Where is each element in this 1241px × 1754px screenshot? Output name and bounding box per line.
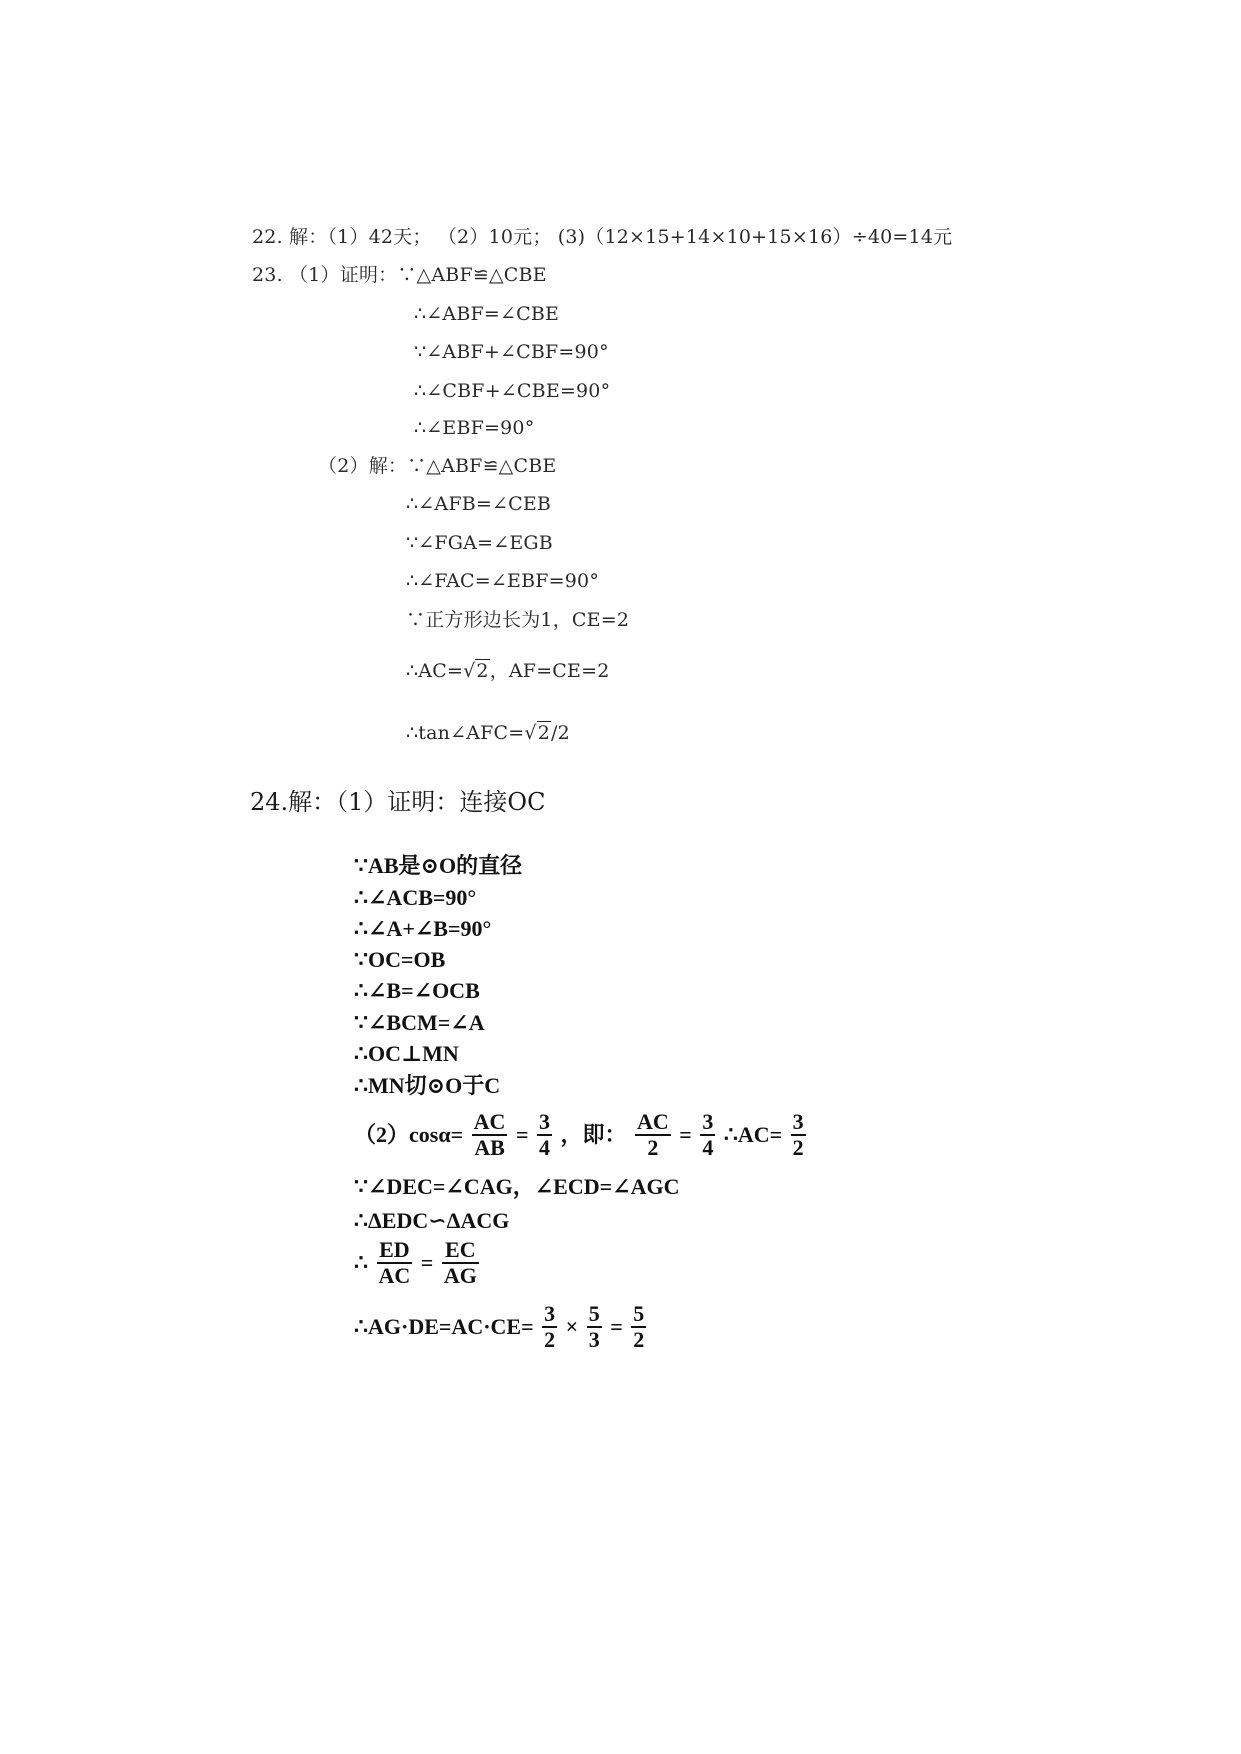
q24-p1-line: ∴MN切⊙O于C <box>354 1073 501 1098</box>
sqrt-symbol: √2 <box>524 722 550 744</box>
fraction <box>542 1302 557 1352</box>
equals-sign: = <box>610 1314 623 1340</box>
fraction <box>587 1302 602 1352</box>
denominator: 3 <box>588 1327 600 1353</box>
tan-prefix: ∴tan∠AFC= <box>406 722 525 744</box>
final-prefix: ∴AG·DE=AC·CE= <box>354 1314 534 1340</box>
denominator: 2 <box>647 1135 659 1161</box>
denominator: AB <box>474 1135 505 1161</box>
tan-suffix: /2 <box>550 722 570 744</box>
q24-p1-line: ∴OC⊥MN <box>354 1041 459 1066</box>
q24-head: 24.解：（1）证明：连接OC <box>250 788 546 816</box>
numerator: 5 <box>587 1302 602 1328</box>
numerator: 3 <box>537 1110 552 1136</box>
q23-p2-head: （2）解：∵△ABF≌△CBE <box>318 455 557 477</box>
equals-sign: = <box>515 1122 529 1148</box>
q24-p1-line: ∵OC=OB <box>354 947 446 972</box>
q22-line: 22. 解：（1）42天； （2）10元； (3)（12×15+14×10+15×16）÷40=14元 <box>252 226 953 248</box>
q23-p2-line: ∴∠FAC=∠EBF=90° <box>406 570 600 592</box>
denominator: AC <box>378 1263 411 1289</box>
q23-p2-line: ∵∠FGA=∠EGB <box>406 532 553 554</box>
q24-cos-line <box>354 1110 809 1160</box>
q24-p1-line: ∴∠B=∠OCB <box>354 978 480 1003</box>
fraction <box>635 1110 671 1160</box>
q23-head: 23. （1）证明：∵△ABF≌△CBE <box>252 264 547 286</box>
ac-radicand: 2 <box>476 660 489 682</box>
q24-p1-line: ∵AB是⊙O的直径 <box>354 853 523 878</box>
fraction <box>377 1238 413 1288</box>
equals-sign: = <box>679 1122 692 1148</box>
numerator: AC <box>635 1110 671 1136</box>
times-sign: × <box>565 1314 579 1340</box>
fraction <box>700 1110 715 1160</box>
fraction <box>791 1110 806 1160</box>
q24-p1-line: ∵∠BCM=∠A <box>354 1010 485 1035</box>
q24-p2-line: ∴ΔEDC∽ΔACG <box>354 1208 510 1233</box>
numerator: ED <box>377 1238 413 1264</box>
q23-p2-line: ∴∠AFB=∠CEB <box>406 493 552 515</box>
denominator: 4 <box>702 1135 714 1161</box>
q24-final-line <box>354 1302 649 1352</box>
numerator: AC <box>472 1110 508 1136</box>
denominator: 2 <box>544 1327 556 1353</box>
q23-p1-line: ∴∠EBF=90° <box>414 417 535 439</box>
denominator: AG <box>443 1263 477 1289</box>
therefore-symbol: ∴ <box>354 1250 368 1276</box>
numerator: 5 <box>631 1302 646 1328</box>
numerator: 3 <box>791 1110 806 1136</box>
q23-tan-line <box>406 724 570 743</box>
ac-suffix: ，AF=CE=2 <box>489 660 610 682</box>
fraction <box>472 1110 508 1160</box>
q23-p1-line: ∴∠CBF+∠CBE=90° <box>414 380 611 402</box>
therefore-ac: ∴AC= <box>723 1122 783 1148</box>
q23-ac-line <box>406 662 610 681</box>
ac-prefix: ∴AC= <box>406 660 464 682</box>
q24-ratio-line <box>354 1238 482 1288</box>
numerator: 3 <box>542 1302 557 1328</box>
q23-p1-line: ∴∠ABF=∠CBE <box>414 303 560 325</box>
equals-sign: = <box>420 1250 434 1276</box>
sqrt-symbol: √2 <box>463 660 489 682</box>
tan-radicand: 2 <box>537 722 550 744</box>
denominator: 4 <box>538 1135 550 1161</box>
denominator: 2 <box>633 1327 645 1353</box>
q24-p1-line: ∴∠A+∠B=90° <box>354 916 492 941</box>
numerator: 3 <box>700 1110 715 1136</box>
q23-p2-line: ∵正方形边长为1，CE=2 <box>406 609 630 631</box>
q24-p2-line: ∵∠DEC=∠CAG，∠ECD=∠AGC <box>354 1174 680 1199</box>
fraction <box>537 1110 552 1160</box>
q23-p1-line: ∵∠ABF+∠CBF=90° <box>414 341 609 363</box>
denominator: 2 <box>792 1135 804 1161</box>
fraction <box>442 1238 479 1288</box>
fraction <box>631 1302 646 1352</box>
numerator: EC <box>442 1238 479 1264</box>
cos-prefix: （2）cosα= <box>354 1122 464 1148</box>
cos-mid-text: ，即： <box>560 1122 627 1148</box>
q24-p1-line: ∴∠ACB=90° <box>354 885 477 910</box>
